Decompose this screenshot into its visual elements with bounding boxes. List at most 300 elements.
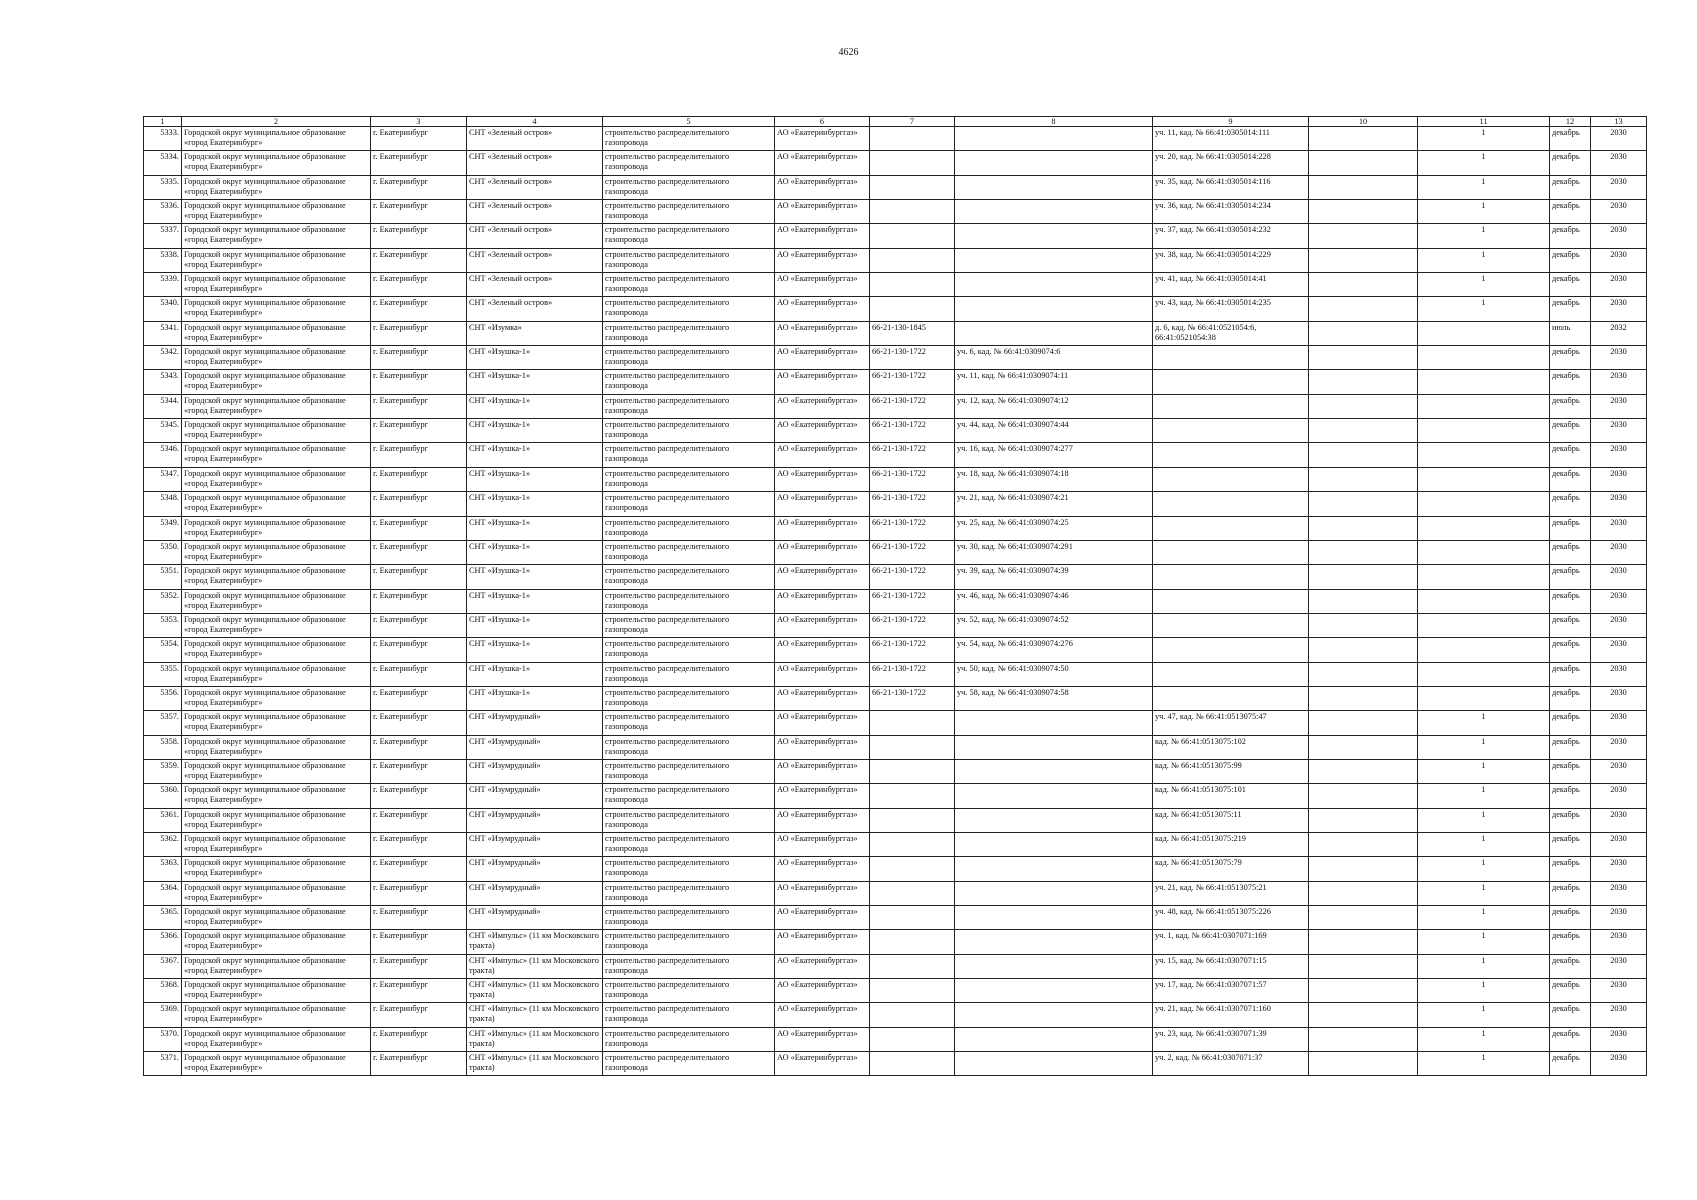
cell-col-10 bbox=[1309, 906, 1418, 930]
cell-municipality: Городской округ муниципальное образование «город Екатеринбург» bbox=[182, 1052, 371, 1076]
cell-month: декабрь bbox=[1550, 711, 1591, 735]
cell-plot-a: уч. 58, кад. № 66:41:0309074:58 bbox=[955, 686, 1153, 710]
cell-count: 1 bbox=[1418, 759, 1550, 783]
cell-row-number: 5350. bbox=[144, 540, 182, 564]
cell-registry-number: 66-21-130-1722 bbox=[870, 589, 955, 613]
cell-row-number: 5342. bbox=[144, 346, 182, 370]
cell-purpose: строительство распределительного газопровода bbox=[603, 467, 775, 491]
cell-col-10 bbox=[1309, 759, 1418, 783]
cell-year: 2030 bbox=[1591, 540, 1647, 564]
cell-purpose: строительство распределительного газопровода bbox=[603, 906, 775, 930]
cell-month: декабрь bbox=[1550, 394, 1591, 418]
cell-settlement: СНТ «Импульс» (11 км Московского тракта) bbox=[467, 930, 603, 954]
cell-registry-number bbox=[870, 151, 955, 175]
cell-plot-a bbox=[955, 224, 1153, 248]
cell-plot-b: кад. № 66:41:0513075:99 bbox=[1153, 759, 1309, 783]
cell-purpose: строительство распределительного газопровода bbox=[603, 613, 775, 637]
cell-operator: АО «Екатеринбурггаз» bbox=[775, 589, 870, 613]
cell-locality: г. Екатеринбург bbox=[371, 613, 467, 637]
cell-plot-b: уч. 20, кад. № 66:41:0305014:228 bbox=[1153, 151, 1309, 175]
cell-plot-a: уч. 18, кад. № 66:41:0309074:18 bbox=[955, 467, 1153, 491]
cell-year: 2030 bbox=[1591, 638, 1647, 662]
cell-year: 2030 bbox=[1591, 1052, 1647, 1076]
cell-operator: АО «Екатеринбурггаз» bbox=[775, 1052, 870, 1076]
cell-plot-b: уч. 35, кад. № 66:41:0305014:116 bbox=[1153, 175, 1309, 199]
cell-registry-number: 66-21-130-1722 bbox=[870, 565, 955, 589]
cell-plot-a bbox=[955, 930, 1153, 954]
cell-year: 2030 bbox=[1591, 1003, 1647, 1027]
cell-col-10 bbox=[1309, 735, 1418, 759]
table-row bbox=[144, 711, 1647, 735]
cell-month: декабрь bbox=[1550, 954, 1591, 978]
cell-operator: АО «Екатеринбурггаз» bbox=[775, 1027, 870, 1051]
cell-municipality: Городской округ муниципальное образование «город Екатеринбург» bbox=[182, 735, 371, 759]
cell-col-10 bbox=[1309, 248, 1418, 272]
cell-registry-number: 66-21-130-1722 bbox=[870, 394, 955, 418]
table-row bbox=[144, 979, 1647, 1003]
cell-plot-b: кад. № 66:41:0513075:101 bbox=[1153, 784, 1309, 808]
cell-year: 2030 bbox=[1591, 881, 1647, 905]
cell-count: 1 bbox=[1418, 784, 1550, 808]
cell-plot-a bbox=[955, 175, 1153, 199]
cell-municipality: Городской округ муниципальное образование «город Екатеринбург» bbox=[182, 467, 371, 491]
cell-purpose: строительство распределительного газопровода bbox=[603, 832, 775, 856]
cell-municipality: Городской округ муниципальное образование «город Екатеринбург» bbox=[182, 759, 371, 783]
cell-count bbox=[1418, 419, 1550, 443]
cell-year: 2032 bbox=[1591, 321, 1647, 345]
cell-plot-a bbox=[955, 954, 1153, 978]
column-header-4: 4 bbox=[467, 117, 603, 127]
table-row bbox=[144, 516, 1647, 540]
cell-plot-b bbox=[1153, 346, 1309, 370]
cell-year: 2030 bbox=[1591, 711, 1647, 735]
table-row bbox=[144, 589, 1647, 613]
cell-year: 2030 bbox=[1591, 906, 1647, 930]
cell-month: декабрь bbox=[1550, 492, 1591, 516]
cell-plot-b: уч. 48, кад. № 66:41:0513075:226 bbox=[1153, 906, 1309, 930]
table-row bbox=[144, 540, 1647, 564]
cell-year: 2030 bbox=[1591, 589, 1647, 613]
cell-plot-a bbox=[955, 1052, 1153, 1076]
cell-col-10 bbox=[1309, 151, 1418, 175]
cell-count bbox=[1418, 662, 1550, 686]
cell-plot-b: уч. 17, кад. № 66:41:0307071:57 bbox=[1153, 979, 1309, 1003]
cell-col-10 bbox=[1309, 857, 1418, 881]
cell-registry-number bbox=[870, 857, 955, 881]
cell-operator: АО «Екатеринбурггаз» bbox=[775, 759, 870, 783]
cell-plot-a: уч. 30, кад. № 66:41:0309074:291 bbox=[955, 540, 1153, 564]
cell-locality: г. Екатеринбург bbox=[371, 686, 467, 710]
table-row bbox=[144, 906, 1647, 930]
cell-registry-number bbox=[870, 175, 955, 199]
cell-settlement: СНТ «Зеленый остров» bbox=[467, 273, 603, 297]
cell-count: 1 bbox=[1418, 954, 1550, 978]
cell-locality: г. Екатеринбург bbox=[371, 248, 467, 272]
cell-operator: АО «Екатеринбурггаз» bbox=[775, 540, 870, 564]
cell-col-10 bbox=[1309, 1003, 1418, 1027]
table-row bbox=[144, 735, 1647, 759]
cell-count bbox=[1418, 638, 1550, 662]
cell-registry-number: 66-21-130-1722 bbox=[870, 540, 955, 564]
cell-row-number: 5361. bbox=[144, 808, 182, 832]
cell-row-number: 5346. bbox=[144, 443, 182, 467]
cell-month: декабрь bbox=[1550, 857, 1591, 881]
cell-settlement: СНТ «Зеленый остров» bbox=[467, 175, 603, 199]
cell-count: 1 bbox=[1418, 711, 1550, 735]
cell-settlement: СНТ «Зеленый остров» bbox=[467, 224, 603, 248]
cell-municipality: Городской округ муниципальное образование «город Екатеринбург» bbox=[182, 589, 371, 613]
cell-locality: г. Екатеринбург bbox=[371, 297, 467, 321]
cell-purpose: строительство распределительного газопровода bbox=[603, 540, 775, 564]
cell-plot-a: уч. 12, кад. № 66:41:0309074:12 bbox=[955, 394, 1153, 418]
cell-locality: г. Екатеринбург bbox=[371, 419, 467, 443]
cell-registry-number bbox=[870, 248, 955, 272]
cell-registry-number: 66-21-130-1722 bbox=[870, 662, 955, 686]
cell-plot-a bbox=[955, 200, 1153, 224]
cell-year: 2030 bbox=[1591, 297, 1647, 321]
cell-count bbox=[1418, 540, 1550, 564]
cell-month: декабрь bbox=[1550, 200, 1591, 224]
cell-count: 1 bbox=[1418, 808, 1550, 832]
cell-registry-number bbox=[870, 832, 955, 856]
cell-col-10 bbox=[1309, 686, 1418, 710]
cell-registry-number: 66-21-130-1722 bbox=[870, 686, 955, 710]
cell-operator: АО «Екатеринбурггаз» bbox=[775, 881, 870, 905]
cell-settlement: СНТ «Изумрудный» bbox=[467, 832, 603, 856]
cell-settlement: СНТ «Зеленый остров» bbox=[467, 151, 603, 175]
cell-operator: АО «Екатеринбурггаз» bbox=[775, 467, 870, 491]
table-row bbox=[144, 1052, 1647, 1076]
cell-count bbox=[1418, 321, 1550, 345]
cell-plot-a bbox=[955, 297, 1153, 321]
cell-row-number: 5343. bbox=[144, 370, 182, 394]
cell-plot-b bbox=[1153, 638, 1309, 662]
cell-locality: г. Екатеринбург bbox=[371, 394, 467, 418]
cell-month: декабрь bbox=[1550, 662, 1591, 686]
cell-col-10 bbox=[1309, 881, 1418, 905]
cell-row-number: 5359. bbox=[144, 759, 182, 783]
cell-purpose: строительство распределительного газопровода bbox=[603, 857, 775, 881]
cell-settlement: СНТ «Зеленый остров» bbox=[467, 127, 603, 151]
cell-month: декабрь bbox=[1550, 589, 1591, 613]
cell-month: декабрь bbox=[1550, 346, 1591, 370]
cell-col-10 bbox=[1309, 492, 1418, 516]
cell-year: 2030 bbox=[1591, 516, 1647, 540]
cell-municipality: Городской округ муниципальное образование «город Екатеринбург» bbox=[182, 127, 371, 151]
cell-row-number: 5368. bbox=[144, 979, 182, 1003]
cell-operator: АО «Екатеринбурггаз» bbox=[775, 1003, 870, 1027]
cell-year: 2030 bbox=[1591, 346, 1647, 370]
cell-settlement: СНТ «Зеленый остров» bbox=[467, 297, 603, 321]
cell-locality: г. Екатеринбург bbox=[371, 638, 467, 662]
cell-settlement: СНТ «Изушка-1» bbox=[467, 638, 603, 662]
cell-municipality: Городской округ муниципальное образование «город Екатеринбург» bbox=[182, 857, 371, 881]
cell-purpose: строительство распределительного газопровода bbox=[603, 881, 775, 905]
cell-year: 2030 bbox=[1591, 686, 1647, 710]
cell-col-10 bbox=[1309, 540, 1418, 564]
cell-col-10 bbox=[1309, 711, 1418, 735]
cell-count: 1 bbox=[1418, 248, 1550, 272]
cell-plot-b: уч. 37, кад. № 66:41:0305014:232 bbox=[1153, 224, 1309, 248]
cell-locality: г. Екатеринбург bbox=[371, 930, 467, 954]
cell-year: 2030 bbox=[1591, 613, 1647, 637]
cell-plot-a bbox=[955, 832, 1153, 856]
cell-municipality: Городской округ муниципальное образование «город Екатеринбург» bbox=[182, 832, 371, 856]
cell-settlement: СНТ «Изумрудный» bbox=[467, 759, 603, 783]
cell-col-10 bbox=[1309, 346, 1418, 370]
cell-registry-number bbox=[870, 1052, 955, 1076]
cell-row-number: 5340. bbox=[144, 297, 182, 321]
table-row bbox=[144, 638, 1647, 662]
cell-purpose: строительство распределительного газопровода bbox=[603, 346, 775, 370]
cell-count: 1 bbox=[1418, 832, 1550, 856]
cell-plot-a bbox=[955, 979, 1153, 1003]
cell-registry-number bbox=[870, 1003, 955, 1027]
cell-operator: АО «Екатеринбурггаз» bbox=[775, 516, 870, 540]
cell-plot-b bbox=[1153, 394, 1309, 418]
cell-plot-b bbox=[1153, 613, 1309, 637]
cell-year: 2030 bbox=[1591, 394, 1647, 418]
table-row bbox=[144, 832, 1647, 856]
table-row bbox=[144, 857, 1647, 881]
cell-row-number: 5341. bbox=[144, 321, 182, 345]
cell-settlement: СНТ «Изумрудный» bbox=[467, 857, 603, 881]
cell-year: 2030 bbox=[1591, 565, 1647, 589]
cell-purpose: строительство распределительного газопровода bbox=[603, 808, 775, 832]
table-row bbox=[144, 151, 1647, 175]
cell-month: декабрь bbox=[1550, 127, 1591, 151]
cell-plot-b: кад. № 66:41:0513075:79 bbox=[1153, 857, 1309, 881]
cell-municipality: Городской округ муниципальное образование «город Екатеринбург» bbox=[182, 979, 371, 1003]
cell-col-10 bbox=[1309, 224, 1418, 248]
cell-purpose: строительство распределительного газопровода bbox=[603, 784, 775, 808]
table-row bbox=[144, 492, 1647, 516]
cell-plot-a: уч. 44, кад. № 66:41:0309074:44 bbox=[955, 419, 1153, 443]
cell-plot-a bbox=[955, 906, 1153, 930]
cell-plot-b: уч. 15, кад. № 66:41:0307071:15 bbox=[1153, 954, 1309, 978]
cell-count bbox=[1418, 467, 1550, 491]
cell-settlement: СНТ «Изушка-1» bbox=[467, 443, 603, 467]
cell-year: 2030 bbox=[1591, 175, 1647, 199]
cell-col-10 bbox=[1309, 175, 1418, 199]
table-row bbox=[144, 443, 1647, 467]
cell-locality: г. Екатеринбург bbox=[371, 759, 467, 783]
table-row bbox=[144, 346, 1647, 370]
column-header-13: 13 bbox=[1591, 117, 1647, 127]
cell-year: 2030 bbox=[1591, 443, 1647, 467]
table-row bbox=[144, 881, 1647, 905]
cell-purpose: строительство распределительного газопровода bbox=[603, 711, 775, 735]
cell-municipality: Городской округ муниципальное образование «город Екатеринбург» bbox=[182, 151, 371, 175]
cell-plot-a bbox=[955, 127, 1153, 151]
cell-operator: АО «Екатеринбурггаз» bbox=[775, 784, 870, 808]
table-row bbox=[144, 273, 1647, 297]
cell-registry-number: 66-21-130-1722 bbox=[870, 370, 955, 394]
cell-purpose: строительство распределительного газопровода bbox=[603, 492, 775, 516]
cell-plot-b: д. 6, кад. № 66:41:0521054:6, 66:41:0521054:38 bbox=[1153, 321, 1309, 345]
cell-registry-number bbox=[870, 1027, 955, 1051]
table-row bbox=[144, 759, 1647, 783]
cell-row-number: 5337. bbox=[144, 224, 182, 248]
cell-settlement: СНТ «Изушка-1» bbox=[467, 394, 603, 418]
cell-settlement: СНТ «Изумрудный» bbox=[467, 906, 603, 930]
cell-year: 2030 bbox=[1591, 419, 1647, 443]
cell-registry-number: 66-21-130-1722 bbox=[870, 516, 955, 540]
page-number: 4626 bbox=[838, 47, 859, 58]
cell-count: 1 bbox=[1418, 200, 1550, 224]
cell-settlement: СНТ «Изушка-1» bbox=[467, 686, 603, 710]
cell-locality: г. Екатеринбург bbox=[371, 540, 467, 564]
cell-settlement: СНТ «Зеленый остров» bbox=[467, 248, 603, 272]
cell-purpose: строительство распределительного газопровода bbox=[603, 979, 775, 1003]
cell-count: 1 bbox=[1418, 151, 1550, 175]
cell-month: декабрь bbox=[1550, 224, 1591, 248]
column-header-12: 12 bbox=[1550, 117, 1591, 127]
cell-year: 2030 bbox=[1591, 954, 1647, 978]
cell-registry-number bbox=[870, 906, 955, 930]
cell-locality: г. Екатеринбург bbox=[371, 273, 467, 297]
cell-operator: АО «Екатеринбурггаз» bbox=[775, 613, 870, 637]
cell-month: декабрь bbox=[1550, 467, 1591, 491]
cell-purpose: строительство распределительного газопровода bbox=[603, 1003, 775, 1027]
cell-operator: АО «Екатеринбурггаз» bbox=[775, 127, 870, 151]
cell-col-10 bbox=[1309, 589, 1418, 613]
cell-plot-b bbox=[1153, 540, 1309, 564]
column-header-10: 10 bbox=[1309, 117, 1418, 127]
cell-municipality: Городской округ муниципальное образование «город Екатеринбург» bbox=[182, 419, 371, 443]
cell-year: 2030 bbox=[1591, 1027, 1647, 1051]
cell-row-number: 5367. bbox=[144, 954, 182, 978]
cell-locality: г. Екатеринбург bbox=[371, 906, 467, 930]
cell-municipality: Городской округ муниципальное образование «город Екатеринбург» bbox=[182, 638, 371, 662]
cell-plot-b: уч. 21, кад. № 66:41:0513075:21 bbox=[1153, 881, 1309, 905]
cell-municipality: Городской округ муниципальное образование «город Екатеринбург» bbox=[182, 516, 371, 540]
cell-count bbox=[1418, 565, 1550, 589]
cell-purpose: строительство распределительного газопровода bbox=[603, 394, 775, 418]
cell-count: 1 bbox=[1418, 881, 1550, 905]
cell-registry-number: 66-21-130-1722 bbox=[870, 492, 955, 516]
cell-settlement: СНТ «Изумрудный» bbox=[467, 881, 603, 905]
cell-settlement: СНТ «Изушка-1» bbox=[467, 492, 603, 516]
cell-plot-b bbox=[1153, 370, 1309, 394]
cell-registry-number: 66-21-130-1722 bbox=[870, 613, 955, 637]
cell-month: декабрь bbox=[1550, 906, 1591, 930]
cell-operator: АО «Екатеринбурггаз» bbox=[775, 565, 870, 589]
cell-month: декабрь bbox=[1550, 297, 1591, 321]
cell-month: декабрь bbox=[1550, 832, 1591, 856]
cell-operator: АО «Екатеринбурггаз» bbox=[775, 735, 870, 759]
cell-settlement: СНТ «Изумрудный» bbox=[467, 711, 603, 735]
table-row bbox=[144, 419, 1647, 443]
cell-count bbox=[1418, 613, 1550, 637]
cell-settlement: СНТ «Изумрудный» bbox=[467, 808, 603, 832]
cell-plot-b bbox=[1153, 662, 1309, 686]
cell-operator: АО «Екатеринбурггаз» bbox=[775, 930, 870, 954]
cell-purpose: строительство распределительного газопровода bbox=[603, 516, 775, 540]
cell-purpose: строительство распределительного газопровода bbox=[603, 589, 775, 613]
cell-registry-number bbox=[870, 930, 955, 954]
cell-plot-b: кад. № 66:41:0513075:219 bbox=[1153, 832, 1309, 856]
cell-col-10 bbox=[1309, 467, 1418, 491]
table-row bbox=[144, 394, 1647, 418]
cell-count: 1 bbox=[1418, 273, 1550, 297]
cell-plot-a bbox=[955, 881, 1153, 905]
table-header-row bbox=[144, 117, 1647, 127]
cell-plot-b: уч. 1, кад. № 66:41:0307071:169 bbox=[1153, 930, 1309, 954]
cell-col-10 bbox=[1309, 954, 1418, 978]
cell-col-10 bbox=[1309, 565, 1418, 589]
cell-municipality: Городской округ муниципальное образование «город Екатеринбург» bbox=[182, 881, 371, 905]
cell-col-10 bbox=[1309, 979, 1418, 1003]
cell-month: декабрь bbox=[1550, 613, 1591, 637]
column-header-5: 5 bbox=[603, 117, 775, 127]
cell-locality: г. Екатеринбург bbox=[371, 735, 467, 759]
cell-plot-a: уч. 16, кад. № 66:41:0309074:277 bbox=[955, 443, 1153, 467]
cell-operator: АО «Екатеринбурггаз» bbox=[775, 297, 870, 321]
cell-locality: г. Екатеринбург bbox=[371, 175, 467, 199]
cell-plot-a: уч. 25, кад. № 66:41:0309074:25 bbox=[955, 516, 1153, 540]
cell-purpose: строительство распределительного газопровода bbox=[603, 638, 775, 662]
cell-col-10 bbox=[1309, 784, 1418, 808]
table-row bbox=[144, 370, 1647, 394]
cell-registry-number bbox=[870, 127, 955, 151]
cell-municipality: Городской округ муниципальное образование «город Екатеринбург» bbox=[182, 321, 371, 345]
cell-operator: АО «Екатеринбурггаз» bbox=[775, 175, 870, 199]
cell-purpose: строительство распределительного газопровода bbox=[603, 686, 775, 710]
cell-plot-b bbox=[1153, 516, 1309, 540]
cell-col-10 bbox=[1309, 638, 1418, 662]
cell-row-number: 5363. bbox=[144, 857, 182, 881]
cell-year: 2030 bbox=[1591, 248, 1647, 272]
cell-plot-a bbox=[955, 857, 1153, 881]
cell-registry-number: 66-21-130-1722 bbox=[870, 346, 955, 370]
cell-col-10 bbox=[1309, 127, 1418, 151]
cell-col-10 bbox=[1309, 321, 1418, 345]
cell-locality: г. Екатеринбург bbox=[371, 1003, 467, 1027]
cell-municipality: Городской округ муниципальное образование «город Екатеринбург» bbox=[182, 1003, 371, 1027]
table-body bbox=[144, 127, 1647, 1076]
cell-year: 2030 bbox=[1591, 370, 1647, 394]
cell-operator: АО «Екатеринбурггаз» bbox=[775, 248, 870, 272]
cell-row-number: 5348. bbox=[144, 492, 182, 516]
table-row bbox=[144, 175, 1647, 199]
table-row bbox=[144, 1003, 1647, 1027]
cell-settlement: СНТ «Изушка-1» bbox=[467, 540, 603, 564]
cell-registry-number bbox=[870, 979, 955, 1003]
cell-plot-a bbox=[955, 1027, 1153, 1051]
cell-registry-number bbox=[870, 881, 955, 905]
cell-plot-b: кад. № 66:41:0513075:11 bbox=[1153, 808, 1309, 832]
cell-purpose: строительство распределительного газопровода bbox=[603, 248, 775, 272]
cell-row-number: 5360. bbox=[144, 784, 182, 808]
cell-municipality: Городской округ муниципальное образование «город Екатеринбург» bbox=[182, 297, 371, 321]
cell-settlement: СНТ «Изумрудный» bbox=[467, 735, 603, 759]
table-row bbox=[144, 467, 1647, 491]
cell-year: 2030 bbox=[1591, 930, 1647, 954]
cell-month: декабрь bbox=[1550, 1027, 1591, 1051]
cell-row-number: 5349. bbox=[144, 516, 182, 540]
cell-settlement: СНТ «Изушка-1» bbox=[467, 613, 603, 637]
cell-col-10 bbox=[1309, 297, 1418, 321]
cell-settlement: СНТ «Изушка-1» bbox=[467, 662, 603, 686]
cell-locality: г. Екатеринбург bbox=[371, 1027, 467, 1051]
cell-operator: АО «Екатеринбурггаз» bbox=[775, 686, 870, 710]
cell-count bbox=[1418, 686, 1550, 710]
cell-operator: АО «Екатеринбурггаз» bbox=[775, 273, 870, 297]
cell-row-number: 5335. bbox=[144, 175, 182, 199]
cell-plot-b bbox=[1153, 565, 1309, 589]
cell-plot-b: уч. 38, кад. № 66:41:0305014:229 bbox=[1153, 248, 1309, 272]
